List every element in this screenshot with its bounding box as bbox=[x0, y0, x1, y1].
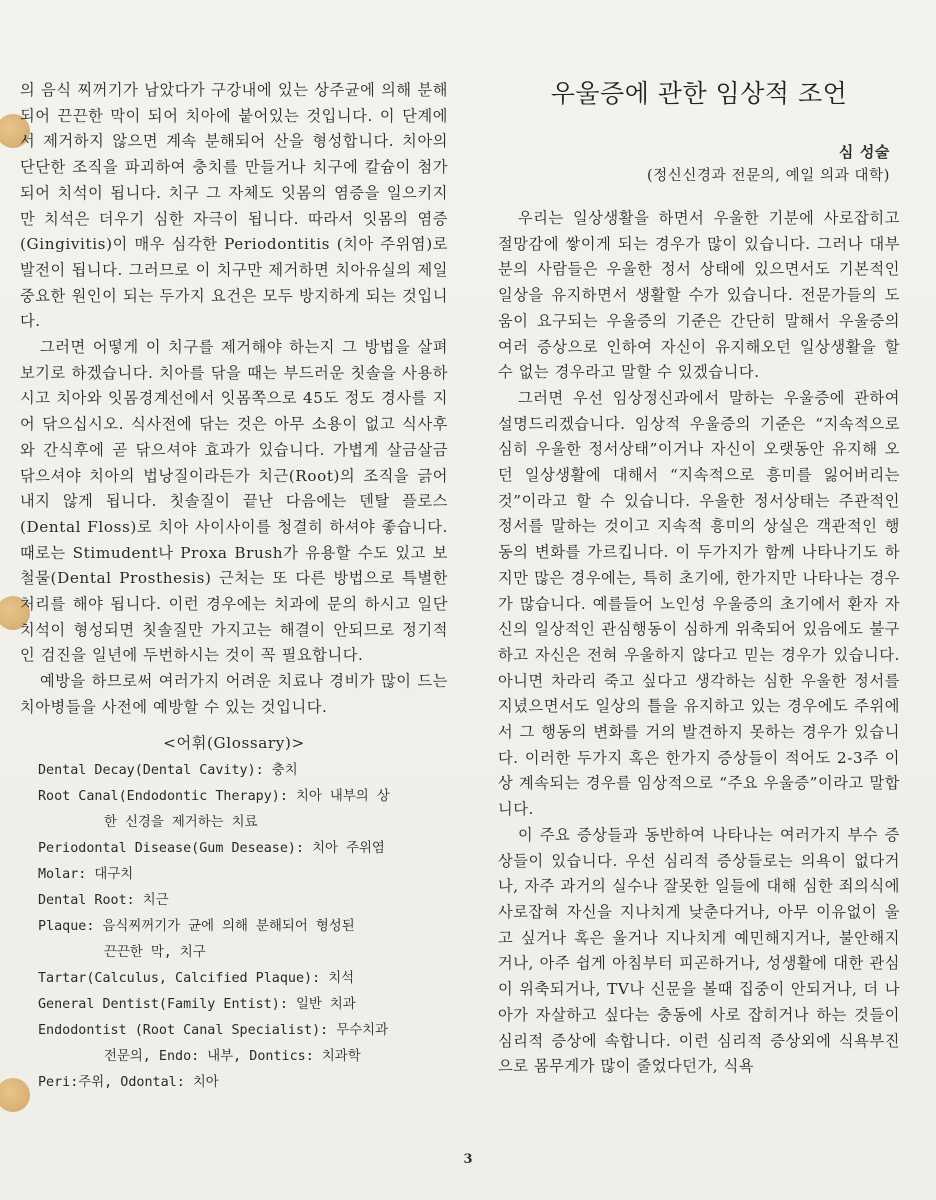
paragraph: 우리는 일상생활을 하면서 우울한 기분에 사로잡히고 절망감에 쌓이게 되는 경우가 많이 있습니다. 그러나 대부분의 사람들은 우울한 정서 상태에 있으면서도 기본적인 일상을 유지하면서 생활할 수가 있습니다. 전문가들의 도움이 요구되는 우울증의 기준은 간단히 말해서 우울증의 여러 증상으로 인하여 자신이 유지해오던 일상생활을 할 수 없는 경우라고 말할 수 있겠습니다. bbox=[498, 209, 900, 382]
glossary-item: Dental Decay(Dental Cavity): 충치 bbox=[38, 763, 298, 779]
glossary-item: General Dentist(Family Entist): 일반 치과 bbox=[38, 997, 356, 1013]
author-affiliation: (정신신경과 전문의, 예일 의과 대학) bbox=[646, 168, 890, 184]
page-number: 3 bbox=[463, 1152, 473, 1167]
paragraph: 그러면 우선 임상정신과에서 말하는 우울증에 관하여 설명드리겠습니다. 임상적 우울증의 기준은 “지속적으로 심히 우울한 정서상태”이거나 자신이 오랫동안 유지해 오던 일상생활에 대해서 “지속적으로 흥미를 잃어버리는 것”이라고 할 수 있습니다. 우울한 정서상태는 주관적인 정서를 말하는 것이고 지속적 흥미의 상실은 객관적인 행동의 변화를 가르킵니다. 이 두가지가 함께 나타나기도 하지만 많은 경우에는, 특히 초기에, 한가지만 나타나는 경우가 많습니다. 예를들어 노인성 우울증의 초기에서 환자 자신의 일상적인 관심행동이 심하게 위축되어 있음에도 불구하고 자신은 전혀 우울하지 않다고 믿는 경우가 있습니다. 아니면 차라리 죽고 싶다고 생각하는 심한 우울한 정서를 지녔으면서도 일상의 틀을 유지하고 있는 경우에도 주위에서 그 행동의 변화를 거의 발견하지 못하는 경우가 있습니다. 이러한 두가지 혹은 한가지 증상들이 적어도 2-3주 이상 계속되는 경우를 임상적으로 “주요 우울증”이라고 말합니다. bbox=[498, 388, 900, 819]
glossary-item: Molar: 대구치 bbox=[38, 867, 134, 883]
glossary-item: Tartar(Calculus, Calcified Plaque): 치석 bbox=[38, 971, 355, 987]
glossary-item: Plaque: 음식찌꺼기가 균에 의해 분해되어 형성된 bbox=[38, 919, 355, 935]
glossary-item-continued: 끈끈한 막, 치구 bbox=[104, 945, 206, 961]
right-column bbox=[498, 70, 900, 1080]
glossary-item: Root Canal(Endodontic Therapy): 치아 내부의 상 bbox=[38, 789, 390, 805]
glossary-item-continued: 한 신경을 제거하는 치료 bbox=[104, 815, 258, 831]
glossary-item: Peri:주위, Odontal: 치아 bbox=[38, 1075, 219, 1091]
glossary-list bbox=[20, 758, 448, 1096]
article-title: 우울증에 관한 임상적 조언 bbox=[550, 79, 848, 108]
article-author: 심 성술 bbox=[838, 143, 890, 161]
paragraph: 의 음식 찌꺼기가 남았다가 구강내에 있는 상주균에 의해 분해되어 끈끈한 막이 되어 치아에 붙어있는 것입니다. 이 단계에서 제거하지 않으면 계속 분해되어 산을 형성합니다. 치아의 단단한 조직을 파괴하여 충치를 만들거나 치구에 칼슘이 첨가되어 치석이 됩니다. 치구 그 자체도 잇몸의 염증을 일으키지만 치석은 더우기 심한 자극이 됩니다. 따라서 잇몸의 염증(Gingivitis)이 매우 심각한 Periodontitis (치아 주위염)로 발전이 됩니다. 그러므로 이 치구만 제거하면 치아유실의 제일 중요한 원인이 되는 두가지 요건은 모두 방지하게 되는 것입니다. bbox=[20, 81, 448, 331]
paragraph: 이 주요 증상들과 동반하여 나타나는 여러가지 부수 증상들이 있습니다. 우선 심리적 증상들로는 의욕이 없다거나, 자주 과거의 실수나 잘못한 일들에 대해 심한 죄의식에 사로잡혀 자신을 지나치게 낮춘다거나, 아무 이유없이 울고 싶거나 혹은 울거나 지나치게 예민해지거나, 불안해지거나, 아주 쉽게 아침부터 피곤하거나, 성생활에 대한 관심이 위축되거나, TV나 신문을 볼때 집중이 안되거나, 더 나아가 자살하고 싶다는 충동에 사로 잡히거나 하는 것들이 심리적 증상에 속합니다. 이런 심리적 증상외에 식욕부진으로 몸무게가 많이 줄었다던가, 식욕 bbox=[498, 825, 900, 1076]
glossary-item-continued: 전문의, Endo: 내부, Dontics: 치과학 bbox=[104, 1049, 361, 1065]
left-column bbox=[20, 78, 448, 1096]
glossary-item: Endodontist (Root Canal Specialist): 무수치과 bbox=[38, 1023, 389, 1039]
glossary-title: <어휘(Glossary)> bbox=[163, 733, 305, 752]
glossary-item: Periodontal Disease(Gum Desease): 치아 주위염 bbox=[38, 841, 385, 857]
paragraph: 그러면 어떻게 이 치구를 제거해야 하는지 그 방법을 살펴 보기로 하겠습니다. 치아를 닦을 때는 부드러운 칫솔을 사용하시고 치아와 잇몸경계선에서 잇몸쪽으로 45도 정도 경사를 지어 닦으십시오. 식사전에 닦는 것은 아무 소용이 없고 식사후와 간식후에 곧 닦으셔야 효과가 있습니다. 가볍게 살금살금 닦으셔야 치아의 법낭질이라든가 치근(Root)의 조직을 긁어내지 않게 됩니다. 칫솔질이 끝난 다음에는 덴탈 플로스(Dental Floss)로 치아 사이사이를 청결히 하셔야 좋습니다. 때로는 Stimudent나 Proxa Brush가 유용할 수도 있고 보철물(Dental Prosthesis) 근처는 또 다른 방법으로 특별한 처리를 해야 됩니다. 이런 경우에는 치과에 문의 하시고 일단 치석이 형성되면 칫솔질만 가지고는 해결이 안되므로 정기적인 검진을 일년에 두번하시는 것이 꼭 필요합니다. bbox=[20, 338, 448, 665]
glossary-item: Dental Root: 치근 bbox=[38, 893, 169, 909]
paragraph: 예방을 하므로써 여러가지 어려운 치료나 경비가 많이 드는 치아병들을 사전에 예방할 수 있는 것입니다. bbox=[20, 672, 448, 716]
